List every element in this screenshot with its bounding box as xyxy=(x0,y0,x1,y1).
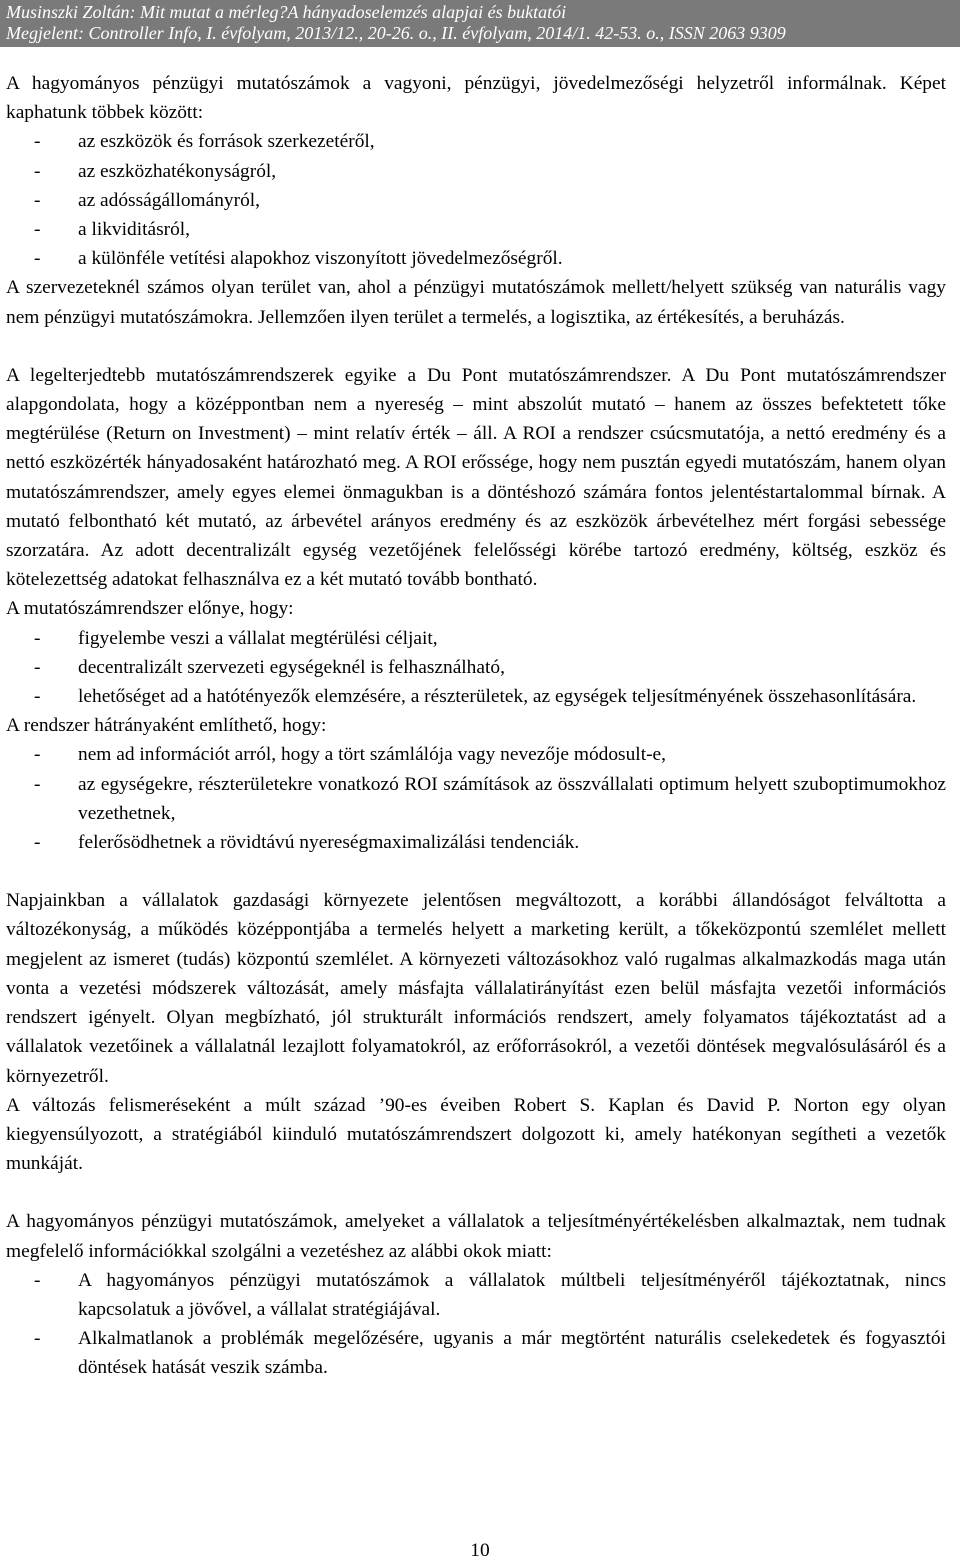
list-bullet: - xyxy=(34,773,41,795)
advantages-intro: A mutatószámrendszer előnye, hogy: xyxy=(6,598,294,620)
paragraph-intro-financial-indicators: A hagyományos pénzügyi mutatószámok a vagyoni, pénzügyi, jövedelmezőségi helyzetről informálnak. Képet kaphatunk többek között: xyxy=(6,73,946,124)
list-item: - Alkalmatlanok a problémák megelőzésére, ugyanis a már megtörtént naturális cselekedetek és fogyasztói döntések hatását veszik számba. xyxy=(6,1324,946,1382)
document-body xyxy=(6,69,946,1383)
list-item: - A hagyományos pénzügyi mutatószámok a vállalatok múltbeli teljesítményéről tájékoztatnak, nincs kapcsolatuk a jövővel, a vállalat stratégiájával. xyxy=(6,1266,946,1324)
list-item: - felerősödhetnek a rövidtávú nyereségmaximalizálási tendenciák. xyxy=(6,828,946,857)
list-bullet: - xyxy=(34,189,41,211)
paragraph-kaplan-norton: A változás felismeréseként a múlt század ’90-es éveiben Robert S. Kaplan és David P. Norton egy olyan kiegyensúlyozott, a stratégiából kiinduló mutatószámrendszert dolgozott ki, amely hatékonyan segítheti a vezetők munkáját. xyxy=(6,1094,946,1175)
list-bullet: - xyxy=(34,1328,41,1350)
page-number: 10 xyxy=(470,1540,490,1561)
list-bullet: - xyxy=(34,160,41,182)
list-bullet: - xyxy=(34,686,41,708)
list-item: - decentralizált szervezeti egységeknél is felhasználható, xyxy=(6,653,946,682)
paragraph-traditional-indicators-limits: A hagyományos pénzügyi mutatószámok, amelyeket a vállalatok a teljesítményértékelésben alkalmaztak, nem tudnak megfelelő információkkal szolgálni a vezetéshez az alábbi okok miatt: xyxy=(6,1211,946,1262)
list-bullet: - xyxy=(34,744,41,766)
list-bullet: - xyxy=(34,219,41,241)
list-item: - az eszközhatékonyságról, xyxy=(6,157,946,186)
paragraph-du-pont-system: A legelterjedtebb mutatószámrendszerek egyike a Du Pont mutatószámrendszer. A Du Pont mutatószámrendszer alapgondolata, hogy a középpontban nem a nyereség – mint abszolút mutató – hanem az összes befektetett tőke megtérülése (Return on Investment) – mint relatív érték – áll. A ROI a rendszer csúcsmutatója, a nettó eredmény és a nettó eszközérték hányadosaként határozható meg. A ROI erőssége, hogy nem pusztán egyedi mutatószám, hanem olyan mutatószámrendszer, amely egyes elemei önmagukban is a döntéshozó számára fontos jelentéstartalommal bírnak. A mutató felbontható két mutató, az árbevétel arányos eredmény és az eszközök árbevételhez mért forgási sebessége szorzatára. Az adott decentralizált egység vezetőjének felelősségi körébe tartozó eredmény, költség, eszköz és kötelezettség adatokat felhasználva ez a két mutató tovább bontható. xyxy=(6,364,946,591)
list-item: - figyelembe veszi a vállalat megtérülési céljait, xyxy=(6,624,946,653)
list-item: - a különféle vetítési alapokhoz viszonyított jövedelmezőségről. xyxy=(6,244,946,273)
list-bullet: - xyxy=(34,832,41,854)
header-publication-info: Megjelent: Controller Info, I. évfolyam, 2013/12., 20-26. o., II. évfolyam, 2014/1. 42-53. o., ISSN 2063 9309 xyxy=(6,23,786,43)
paragraph-non-financial-indicators: A szervezeteknél számos olyan terület van, ahol a pénzügyi mutatószámok mellett/helyett szükség van naturális vagy nem pénzügyi mutatószámokra. Jellemzően ilyen terület a termelés, a logisztika, az értékesítés, a beruházás. xyxy=(6,277,946,328)
list-item: - az eszközök és források szerkezetéről, xyxy=(6,127,946,156)
disadvantages-intro: A rendszer hátrányaként említhető, hogy: xyxy=(6,715,327,737)
list-item: - lehetőséget ad a hatótényezők elemzésére, a részterületek, az egységek teljesítményének összehasonlítására. xyxy=(6,682,946,711)
list-bullet: - xyxy=(34,656,41,678)
paragraph-changing-environment: Napjainkban a vállalatok gazdasági környezete jelentősen megváltozott, a korábbi állandóságot felváltotta a változékonyság, a működés középpontjába a termelés helyett a marketing került, a tőkeközpontú szemlélet mellett megjelent az ismeret (tudás) központú szemlélet. A környezeti változásokhoz való rugalmas alkalmazkodás maga után vonta a vezetési módszerek változását, amely másfajta vállalatirányítást ezen belül másfajta vezetői információs rendszert igényelt. Olyan megbízható, jól strukturált információs rendszert, amely folyamatos tájékoztatást ad a vállalatok vezetőinek a vállalatnál lezajlott folyamatokról, az erőforrásokról, a vezetői döntések megvalósulásáról és a környezetről. xyxy=(6,890,946,1087)
list-bullet: - xyxy=(34,627,41,649)
header-citation-title: Musinszki Zoltán: Mit mutat a mérleg?A hányadoselemzés alapjai és buktatói xyxy=(6,2,567,22)
list-bullet: - xyxy=(34,1269,41,1291)
list-item: - az egységekre, részterületekre vonatkozó ROI számítások az összvállalati optimum helyett szuboptimumokhoz vezethetnek, xyxy=(6,770,946,828)
list-item: - a likviditásról, xyxy=(6,215,946,244)
running-header xyxy=(0,0,960,47)
list-item: - nem ad információt arról, hogy a tört számlálója vagy nevezője módosult-e, xyxy=(6,740,946,769)
list-bullet: - xyxy=(34,248,41,270)
list-bullet: - xyxy=(34,131,41,153)
list-item: - az adósságállományról, xyxy=(6,186,946,215)
